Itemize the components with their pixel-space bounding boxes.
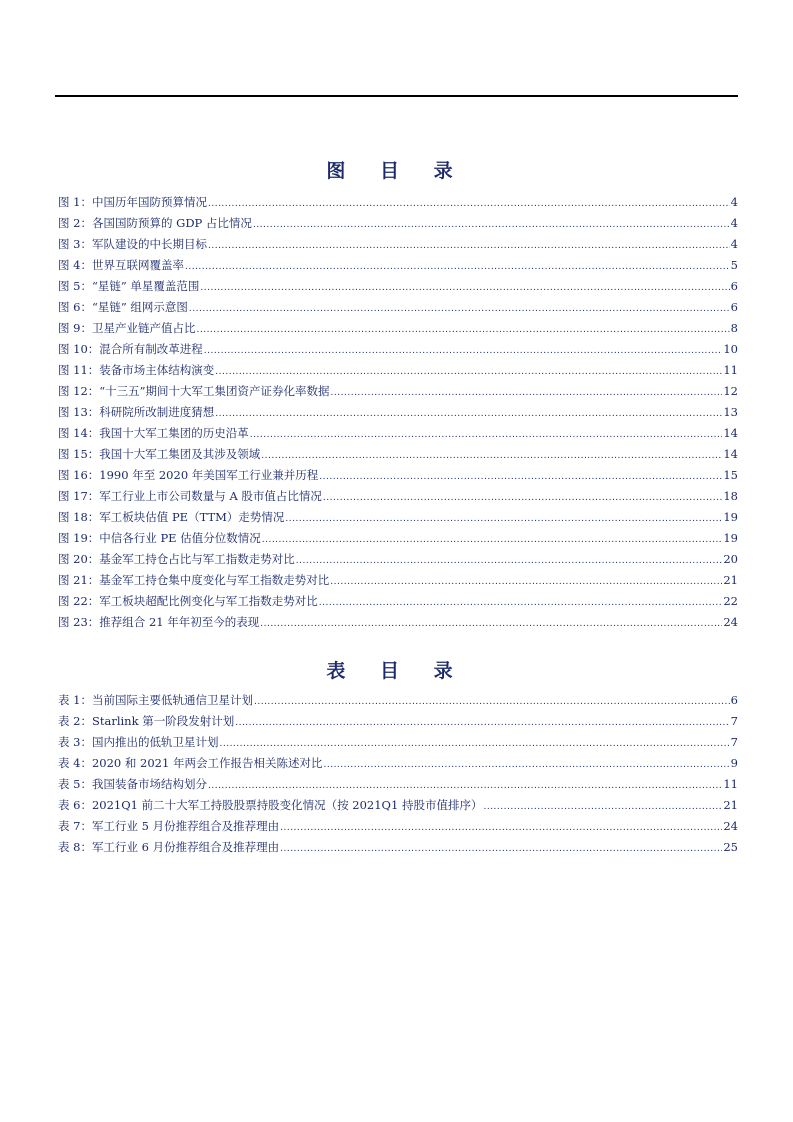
dot-leader	[262, 530, 723, 551]
dot-leader	[260, 614, 722, 635]
toc-entry-page: 18	[723, 489, 738, 503]
toc-entry-label: 图 9：卫星产业链产值占比	[58, 321, 196, 335]
toc-entry-label: 图 16：1990 年至 2020 年美国军工行业兼并历程	[58, 468, 319, 482]
dot-leader	[196, 320, 729, 341]
dot-leader	[483, 797, 722, 818]
toc-entry-page: 24	[723, 615, 738, 629]
figures-toc-title: 图 目 录	[326, 160, 467, 182]
toc-entry-figure-15[interactable]	[58, 444, 738, 465]
toc-entry-figure-9[interactable]	[58, 318, 738, 339]
dot-leader	[285, 509, 722, 530]
dot-leader	[215, 404, 722, 425]
toc-entry-label: 图 12：“十三五”期间十大军工集团资产证券化率数据	[58, 384, 330, 398]
toc-entry-label: 表 2：Starlink 第一阶段发射计划	[58, 714, 235, 728]
toc-entry-figure-18[interactable]	[58, 507, 738, 528]
dot-leader	[235, 713, 729, 734]
dot-leader	[208, 776, 722, 797]
toc-entry-table-1[interactable]	[58, 690, 738, 711]
toc-entry-label: 图 10：混合所有制改革进程	[58, 342, 203, 356]
toc-entry-label: 图 6：“星链” 组网示意图	[58, 300, 188, 314]
toc-entry-figure-17[interactable]	[58, 486, 738, 507]
toc-entry-page: 15	[723, 468, 738, 482]
toc-entry-table-3[interactable]	[58, 732, 738, 753]
toc-entry-page: 19	[723, 531, 738, 545]
toc-entry-page: 6	[730, 693, 738, 707]
toc-entry-label: 图 18：军工板块估值 PE（TTM）走势情况	[58, 510, 285, 524]
toc-entry-label: 图 22：军工板块超配比例变化与军工指数走势对比	[58, 594, 318, 608]
dot-leader	[330, 572, 722, 593]
dot-leader	[261, 446, 722, 467]
toc-entry-figure-16[interactable]	[58, 465, 738, 486]
toc-entry-label: 图 20：基金军工持仓占比与军工指数走势对比	[58, 552, 295, 566]
dot-leader	[296, 551, 723, 572]
toc-entry-table-2[interactable]	[58, 711, 738, 732]
toc-entry-label: 图 5：“星链” 单星覆盖范围	[58, 279, 200, 293]
toc-entry-page: 24	[723, 819, 738, 833]
dot-leader	[331, 383, 723, 404]
dot-leader	[280, 818, 722, 839]
toc-entry-page: 5	[730, 258, 738, 272]
toc-entry-figure-23[interactable]	[58, 612, 738, 633]
dot-leader	[323, 755, 729, 776]
toc-entry-page: 12	[723, 384, 738, 398]
dot-leader	[253, 215, 730, 236]
toc-entry-label: 表 1：当前国际主要低轨通信卫星计划	[58, 693, 253, 707]
dot-leader	[319, 593, 723, 614]
toc-entry-label: 图 23：推荐组合 21 年年初至今的表现	[58, 615, 260, 629]
toc-entry-label: 表 5：我国装备市场结构划分	[58, 777, 207, 791]
toc-entry-figure-21[interactable]	[58, 570, 738, 591]
toc-entry-figure-10[interactable]	[58, 339, 738, 360]
dot-leader	[185, 257, 730, 278]
toc-entry-label: 图 4：世界互联网覆盖率	[58, 258, 184, 272]
toc-entry-figure-4[interactable]	[58, 255, 738, 276]
toc-entry-page: 14	[723, 426, 738, 440]
dot-leader	[215, 362, 722, 383]
toc-entry-page: 11	[723, 363, 738, 377]
toc-entry-page: 13	[723, 405, 738, 419]
tables-toc-list	[58, 690, 738, 858]
toc-entry-label: 图 1：中国历年国防预算情况	[58, 195, 207, 209]
toc-entry-label: 图 2：各国国防预算的 GDP 占比情况	[58, 216, 252, 230]
toc-entry-page: 14	[723, 447, 738, 461]
toc-entry-page: 19	[723, 510, 738, 524]
toc-entry-figure-6[interactable]	[58, 297, 738, 318]
toc-entry-figure-20[interactable]	[58, 549, 738, 570]
toc-entry-page: 7	[730, 714, 738, 728]
toc-entry-label: 表 8：军工行业 6 月份推荐组合及推荐理由	[58, 840, 280, 854]
toc-entry-page: 25	[723, 840, 738, 854]
toc-entry-label: 表 4：2020 和 2021 年两会工作报告相关陈述对比	[58, 756, 323, 770]
toc-entry-page: 22	[723, 594, 738, 608]
tables-toc-title: 表 目 录	[326, 660, 467, 682]
toc-entry-table-4[interactable]	[58, 753, 738, 774]
dot-leader	[189, 299, 730, 320]
toc-entry-page: 9	[730, 756, 738, 770]
toc-entry-page: 20	[723, 552, 738, 566]
toc-entry-label: 图 21：基金军工持仓集中度变化与军工指数走势对比	[58, 573, 330, 587]
toc-entry-table-8[interactable]	[58, 837, 738, 858]
toc-entry-label: 表 7：军工行业 5 月份推荐组合及推荐理由	[58, 819, 280, 833]
toc-entry-table-5[interactable]	[58, 774, 738, 795]
toc-entry-figure-5[interactable]	[58, 276, 738, 297]
toc-entry-figure-22[interactable]	[58, 591, 738, 612]
toc-entry-label: 表 6：2021Q1 前二十大军工持股股票持股变化情况（按 2021Q1 持股市值排序）	[58, 798, 483, 812]
toc-entry-label: 图 3：军队建设的中长期目标	[58, 237, 207, 251]
toc-entry-table-6[interactable]	[58, 795, 738, 816]
dot-leader	[323, 488, 722, 509]
toc-entry-figure-1[interactable]	[58, 192, 738, 213]
toc-entry-page: 8	[730, 321, 738, 335]
toc-entry-figure-12[interactable]	[58, 381, 738, 402]
toc-entry-figure-13[interactable]	[58, 402, 738, 423]
toc-entry-page: 4	[730, 216, 738, 230]
toc-entry-page: 7	[730, 735, 738, 749]
toc-entry-page: 4	[730, 195, 738, 209]
toc-entry-figure-14[interactable]	[58, 423, 738, 444]
header-rule	[55, 95, 738, 97]
toc-entry-page: 6	[730, 279, 738, 293]
toc-entry-label: 图 17：军工行业上市公司数量与 A 股市值占比情况	[58, 489, 322, 503]
toc-entry-figure-19[interactable]	[58, 528, 738, 549]
toc-entry-label: 图 15：我国十大军工集团及其涉及领域	[58, 447, 261, 461]
dot-leader	[319, 467, 722, 488]
toc-entry-figure-11[interactable]	[58, 360, 738, 381]
toc-entry-page: 11	[723, 777, 738, 791]
dot-leader	[208, 236, 730, 257]
dot-leader	[219, 734, 729, 755]
dot-leader	[200, 278, 729, 299]
toc-entry-page: 10	[723, 342, 738, 356]
figures-toc-list	[58, 192, 738, 633]
dot-leader	[208, 194, 730, 215]
dot-leader	[280, 839, 722, 860]
dot-leader	[254, 692, 730, 713]
toc-entry-page: 6	[730, 300, 738, 314]
toc-entry-label: 表 3：国内推出的低轨卫星计划	[58, 735, 219, 749]
toc-entry-label: 图 19：中信各行业 PE 估值分位数情况	[58, 531, 261, 545]
toc-entry-page: 21	[723, 798, 738, 812]
toc-entry-figure-3[interactable]	[58, 234, 738, 255]
toc-entry-label: 图 13：科研院所改制进度猜想	[58, 405, 215, 419]
toc-entry-label: 图 14：我国十大军工集团的历史沿革	[58, 426, 249, 440]
toc-entry-figure-2[interactable]	[58, 213, 738, 234]
toc-entry-table-7[interactable]	[58, 816, 738, 837]
dot-leader	[204, 341, 723, 362]
toc-entry-page: 21	[723, 573, 738, 587]
dot-leader	[250, 425, 723, 446]
toc-entry-page: 4	[730, 237, 738, 251]
toc-entry-label: 图 11：装备市场主体结构演变	[58, 363, 215, 377]
